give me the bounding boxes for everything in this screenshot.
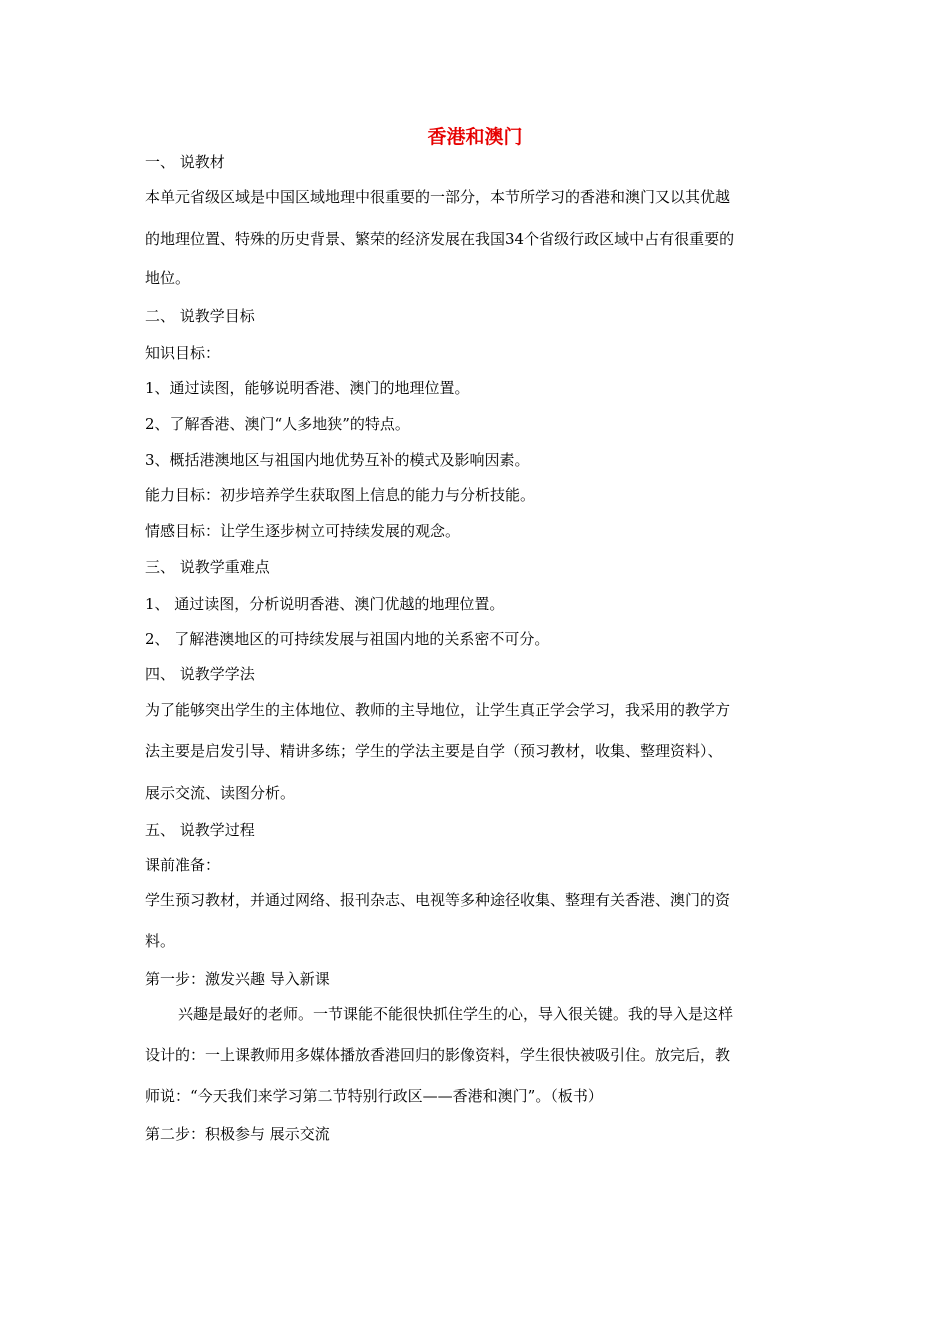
section-heading-5: 五、 说教学过程: [145, 821, 255, 839]
section-heading-1: 一、 说教材: [145, 153, 225, 171]
paragraph-line: 法主要是启发引导、精讲多练；学生的学法主要是自学（预习教材，收集、整理资料）、: [145, 742, 723, 760]
paragraph-line: 本单元省级区域是中国区域地理中很重要的一部分，本节所学习的香港和澳门又以其优越: [145, 188, 731, 206]
paragraph-line: 展示交流、读图分析。: [145, 784, 296, 802]
list-item: 3、概括港澳地区与祖国内地优势互补的模式及影响因素。: [145, 451, 530, 469]
paragraph-line: 为了能够突出学生的主体地位、教师的主导地位，让学生真正学会学习，我采用的教学方: [145, 701, 731, 719]
list-item: 2、 了解港澳地区的可持续发展与祖国内地的关系密不可分。: [145, 630, 550, 648]
subheading-preparation: 课前准备：: [145, 856, 221, 874]
document-title: 香港和澳门: [427, 126, 523, 148]
section-heading-2: 二、 说教学目标: [145, 307, 255, 325]
list-item: 2、了解香港、澳门“人多地狭”的特点。: [145, 415, 410, 433]
paragraph-line: 设计的：一上课教师用多媒体播放香港回归的影像资料，学生很快被吸引住。放完后，教: [145, 1046, 731, 1064]
section-heading-3: 三、 说教学重难点: [145, 558, 270, 576]
subheading-knowledge: 知识目标：: [145, 344, 221, 362]
paragraph-line: 情感目标：让学生逐步树立可持续发展的观念。: [145, 522, 461, 540]
paragraph-line: 兴趣是最好的老师。一节课能不能很快抓住学生的心，导入很关键。我的导入是这样: [178, 1005, 734, 1023]
paragraph-line: 料。: [145, 932, 176, 950]
paragraph-line: 地位。: [145, 269, 191, 287]
step-heading-1: 第一步：激发兴趣 导入新课: [145, 970, 330, 988]
section-heading-4: 四、 说教学学法: [145, 665, 255, 683]
list-item: 1、 通过读图，分析说明香港、澳门优越的地理位置。: [145, 595, 505, 613]
paragraph-line: 的地理位置、特殊的历史背景、繁荣的经济发展在我国34个省级行政区域中占有很重要的: [145, 230, 735, 248]
paragraph-line: 学生预习教材，并通过网络、报刊杂志、电视等多种途径收集、整理有关香港、澳门的资: [145, 891, 731, 909]
paragraph-line: 能力目标：初步培养学生获取图上信息的能力与分析技能。: [145, 486, 536, 504]
paragraph-line: 师说：“今天我们来学习第二节特别行政区——香港和澳门”。（板书）: [145, 1087, 603, 1105]
list-item: 1、通过读图，能够说明香港、澳门的地理位置。: [145, 379, 470, 397]
step-heading-2: 第二步：积极参与 展示交流: [145, 1125, 330, 1143]
